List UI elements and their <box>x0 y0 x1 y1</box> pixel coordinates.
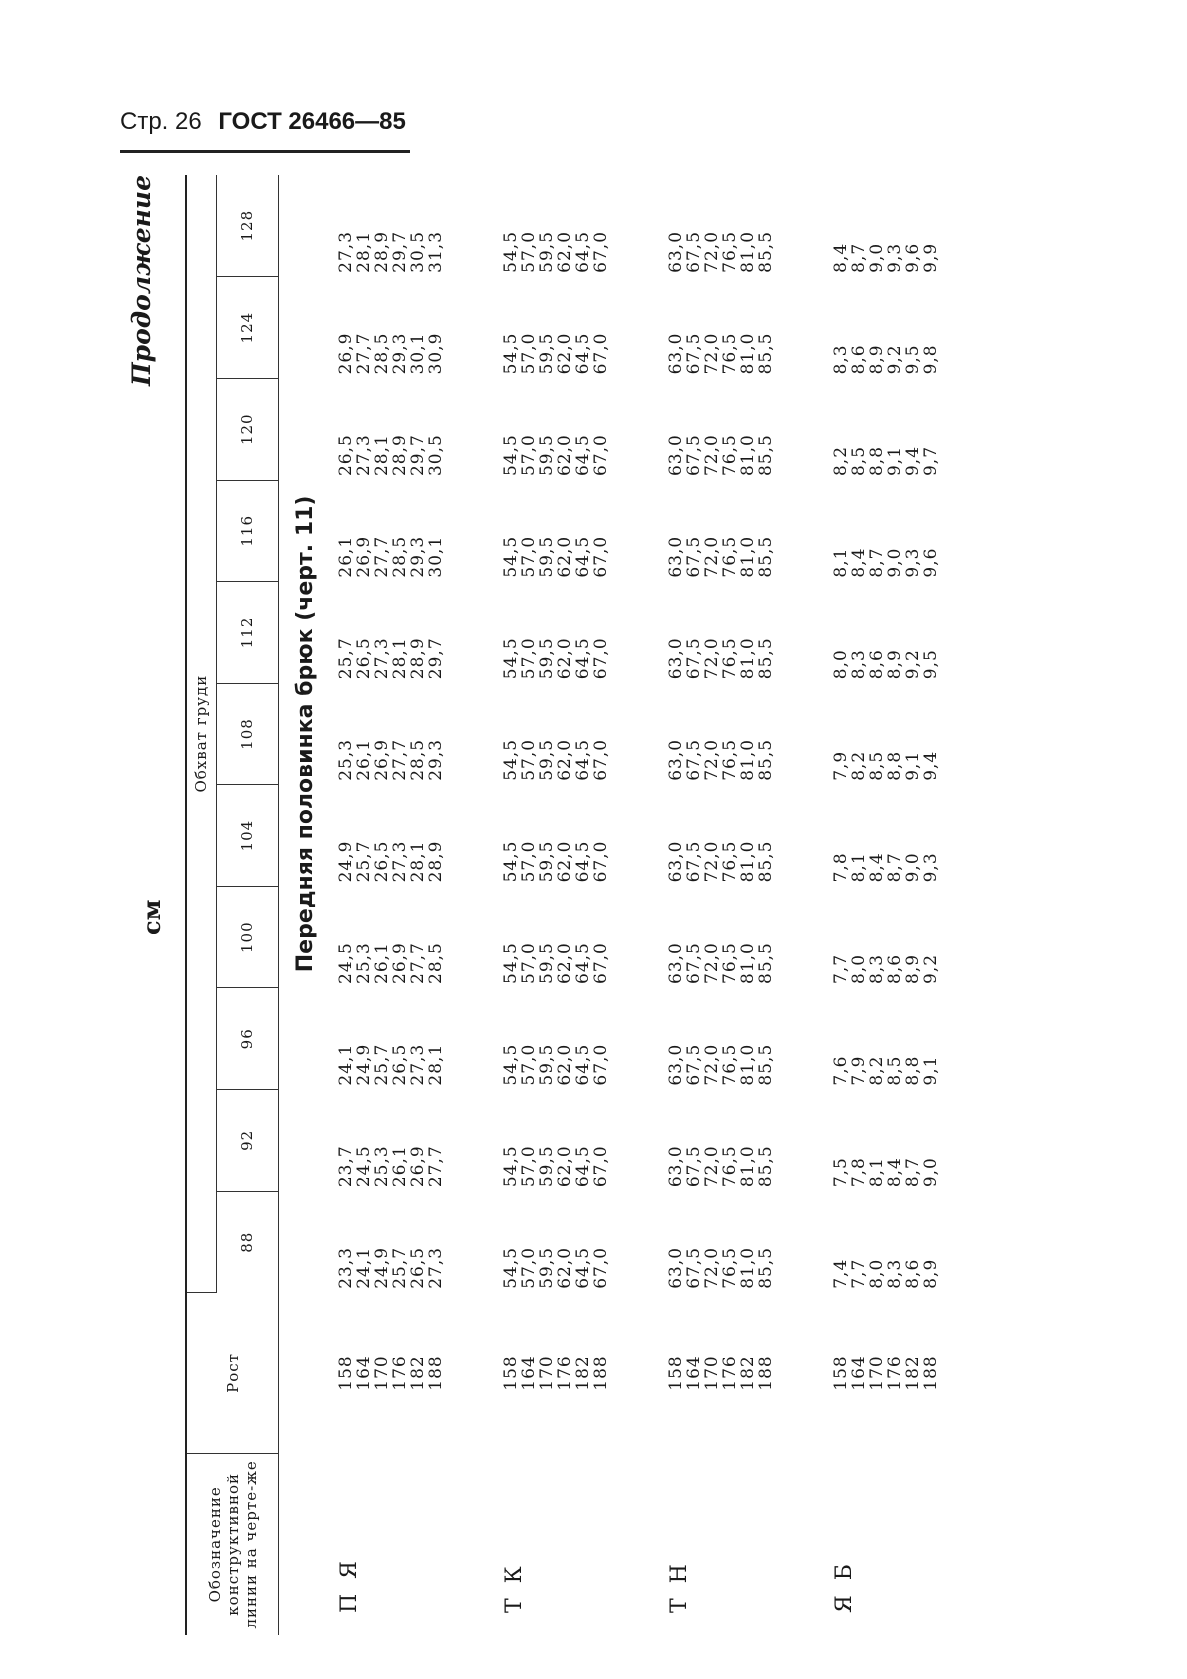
value-cell: 63,0 67,5 72,0 76,5 81,0 85,5 <box>666 434 776 477</box>
value-cell: 27,3 28,1 28,9 29,7 30,5 31,3 <box>336 230 446 273</box>
value-cell: 7,6 7,9 8,2 8,5 8,8 9,1 <box>831 1055 941 1086</box>
value-cell: 8,3 8,6 8,9 9,2 9,5 9,8 <box>831 344 941 375</box>
value-cell: 63,0 67,5 72,0 76,5 81,0 85,5 <box>666 535 776 578</box>
value-cell: 54,5 57,0 59,5 62,0 64,5 67,0 <box>501 434 611 477</box>
header-chest-group: Обхват груди <box>186 175 216 1293</box>
height-values: 158 164 170 176 182 188 <box>501 1355 611 1391</box>
rotated-table-area <box>127 175 1015 1635</box>
line-designation: Т К <box>502 1562 527 1613</box>
value-cell: 54,5 57,0 59,5 62,0 64,5 67,0 <box>501 332 611 375</box>
value-cell: 24,9 25,7 26,5 27,3 28,1 28,9 <box>336 840 446 883</box>
value-cell: 63,0 67,5 72,0 76,5 81,0 85,5 <box>666 637 776 680</box>
table-group <box>496 175 661 1635</box>
chest-col-header: 116 <box>216 480 278 582</box>
value-cell: 63,0 67,5 72,0 76,5 81,0 85,5 <box>666 1043 776 1086</box>
line-designation: Я Б <box>832 1560 857 1613</box>
chest-col-header: 124 <box>216 277 278 379</box>
chest-col-header: 96 <box>216 988 278 1090</box>
value-cell: 23,7 24,5 25,3 26,1 26,9 27,7 <box>336 1145 446 1188</box>
chest-col-header: 104 <box>216 785 278 887</box>
line-designation: Т Н <box>667 1560 692 1613</box>
header-height: Рост <box>186 1293 278 1453</box>
value-cell: 54,5 57,0 59,5 62,0 64,5 67,0 <box>501 637 611 680</box>
value-cell: 54,5 57,0 59,5 62,0 64,5 67,0 <box>501 1145 611 1188</box>
value-cell: 63,0 67,5 72,0 76,5 81,0 85,5 <box>666 332 776 375</box>
value-cell: 24,5 25,3 26,1 26,9 27,7 28,5 <box>336 942 446 984</box>
unit-label: см <box>137 899 166 935</box>
value-cell: 54,5 57,0 59,5 62,0 64,5 67,0 <box>501 840 611 883</box>
value-cell: 25,3 26,1 26,9 27,7 28,5 29,3 <box>336 738 446 781</box>
value-cell: 26,1 26,9 27,7 28,5 29,3 30,1 <box>336 535 446 578</box>
value-cell: 24,1 24,9 25,7 26,5 27,3 28,1 <box>336 1043 446 1086</box>
value-cell: 8,4 8,7 9,0 9,3 9,6 9,9 <box>831 242 941 273</box>
value-cell: 54,5 57,0 59,5 62,0 64,5 67,0 <box>501 535 611 578</box>
table-row <box>496 175 661 1635</box>
value-cell: 8,2 8,5 8,8 9,1 9,4 9,7 <box>831 445 941 477</box>
section-title: Передняя половинка брюк (черт. 11) <box>292 495 318 973</box>
value-cell: 7,8 8,1 8,4 8,7 9,0 9,3 <box>831 852 941 883</box>
height-values: 158 164 170 176 182 188 <box>831 1355 941 1391</box>
value-cell: 23,3 24,1 24,9 25,7 26,5 27,3 <box>336 1246 446 1289</box>
value-cell: 54,5 57,0 59,5 62,0 64,5 67,0 <box>501 942 611 984</box>
value-cell: 25,7 26,5 27,3 28,1 28,9 29,7 <box>336 637 446 680</box>
measurement-table <box>185 175 991 1635</box>
value-cell: 7,4 7,7 8,0 8,3 8,6 8,9 <box>831 1258 941 1289</box>
chest-col-header: 120 <box>216 378 278 480</box>
header-rule <box>120 150 410 153</box>
value-cell: 54,5 57,0 59,5 62,0 64,5 67,0 <box>501 230 611 273</box>
value-cell: 26,9 27,7 28,5 29,3 30,1 30,9 <box>336 332 446 375</box>
standard-number: ГОСТ 26466—85 <box>218 108 406 135</box>
value-cell: 63,0 67,5 72,0 76,5 81,0 85,5 <box>666 1145 776 1188</box>
value-cell: 7,9 8,2 8,5 8,8 9,1 9,4 <box>831 750 941 781</box>
chest-col-header: 100 <box>216 886 278 988</box>
height-values: 158 164 170 176 182 188 <box>666 1355 776 1391</box>
continuation-label: Продолжение <box>127 175 156 386</box>
chest-col-header: 112 <box>216 582 278 684</box>
value-cell: 7,7 8,0 8,3 8,6 8,9 9,2 <box>831 953 941 984</box>
value-cell: 54,5 57,0 59,5 62,0 64,5 67,0 <box>501 1246 611 1289</box>
table-group <box>331 175 496 1635</box>
table-group <box>826 175 991 1635</box>
page-number: Стр. 26 <box>120 108 202 135</box>
chest-col-header: 88 <box>238 1231 257 1253</box>
value-cell: 63,0 67,5 72,0 76,5 81,0 85,5 <box>666 942 776 984</box>
page-header <box>120 108 406 136</box>
height-values: 158 164 170 176 182 188 <box>336 1355 446 1391</box>
value-cell: 7,5 7,8 8,1 8,4 8,7 9,0 <box>831 1157 941 1188</box>
value-cell: 63,0 67,5 72,0 76,5 81,0 85,5 <box>666 230 776 273</box>
value-cell: 54,5 57,0 59,5 62,0 64,5 67,0 <box>501 1043 611 1086</box>
value-cell: 8,1 8,4 8,7 9,0 9,3 9,6 <box>831 547 941 578</box>
table-row <box>826 175 991 1635</box>
table-group <box>661 175 826 1635</box>
chest-col-header: 108 <box>216 683 278 785</box>
chest-col-header: 92 <box>216 1090 278 1192</box>
chest-col-header: 128 <box>216 175 278 277</box>
value-cell: 54,5 57,0 59,5 62,0 64,5 67,0 <box>501 738 611 781</box>
value-cell: 63,0 67,5 72,0 76,5 81,0 85,5 <box>666 738 776 781</box>
value-cell: 63,0 67,5 72,0 76,5 81,0 85,5 <box>666 1246 776 1289</box>
table-row <box>661 175 826 1635</box>
header-designation: Обозначение конструктивной линии на черте-же <box>205 1460 260 1629</box>
value-cell: 8,0 8,3 8,6 8,9 9,2 9,5 <box>831 649 941 680</box>
table-row <box>331 175 496 1635</box>
value-cell: 63,0 67,5 72,0 76,5 81,0 85,5 <box>666 840 776 883</box>
value-cell: 26,5 27,3 28,1 28,9 29,7 30,5 <box>336 434 446 477</box>
line-designation: П Я <box>337 1557 362 1613</box>
